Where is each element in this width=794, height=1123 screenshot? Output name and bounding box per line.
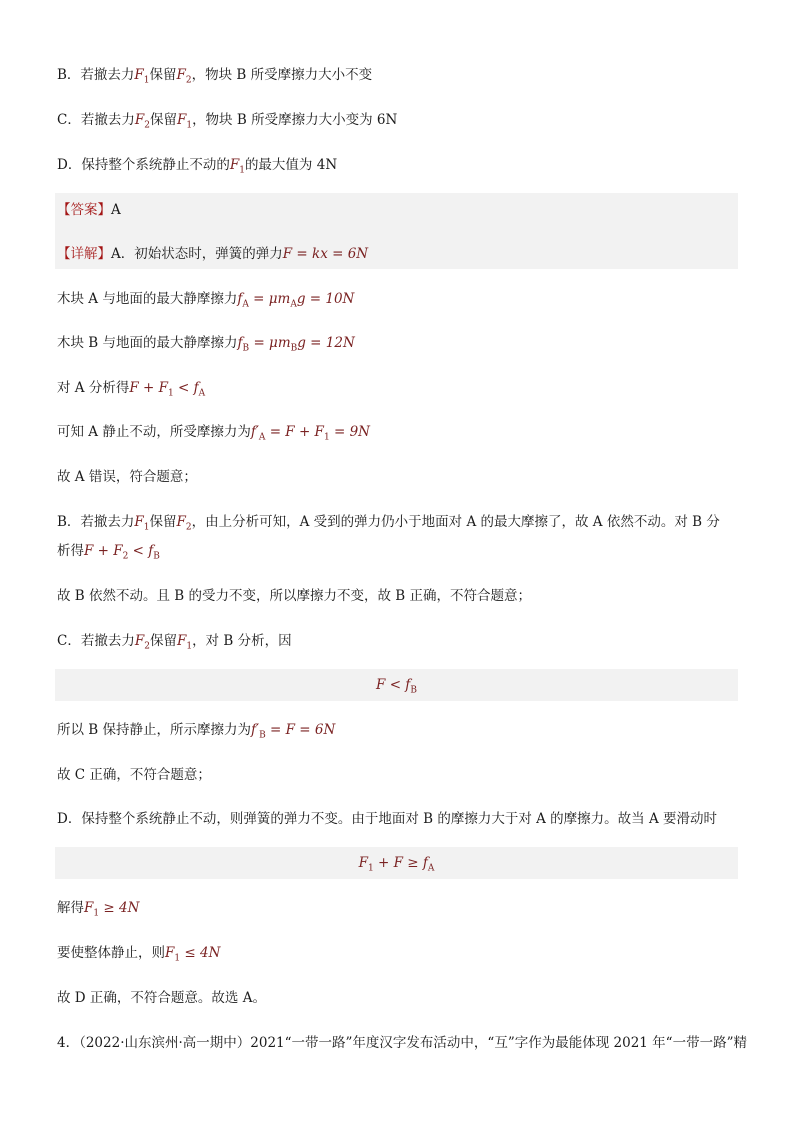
- option-b: [57, 65, 738, 91]
- eq-fb: $f_B = \mu m_Bg = 12N$: [237, 335, 355, 354]
- math-f2: $F_2$: [134, 633, 150, 652]
- math-f2: $F_2$: [134, 112, 150, 131]
- line-solve-1: [57, 898, 738, 924]
- line-c-text-3: ，对 B 分析，因: [192, 633, 292, 649]
- line-d-correct-text: 故 D 正确，不符合题意。故选 A。: [57, 990, 266, 1006]
- line-d-detail: [57, 809, 738, 829]
- line-fa-text: 木块 A 与地面的最大静摩擦力: [57, 291, 238, 307]
- option-b-text-2: 保留: [149, 67, 177, 83]
- math-f1: $F_1$: [176, 633, 193, 652]
- answer-value: A: [111, 202, 121, 218]
- line-c-text-1: C．若撤去力: [57, 633, 135, 649]
- math-f2: $F_2$: [176, 514, 192, 533]
- detail-text: A．初始状态时，弹簧的弹力: [111, 246, 283, 262]
- eq-fa: $f_A = \mu m_Ag = 10N$: [237, 291, 355, 310]
- line-a-static-text: 可知 A 静止不动，所受摩擦力为: [57, 424, 251, 440]
- option-b-text: B．若撤去力: [57, 67, 135, 83]
- math-f1: $F_1$: [229, 157, 245, 176]
- option-c-text-2: 保留: [149, 112, 177, 128]
- eq-fb-prime: $f'_B = F = 6N$: [251, 722, 336, 741]
- line-a-analysis: [57, 378, 738, 404]
- eq-f1-plus-f: $F_1 + F \ge f_A$: [358, 855, 435, 874]
- line-d-correct: [57, 988, 738, 1008]
- option-c: [57, 110, 738, 136]
- line-solve-1-text: 解得: [57, 900, 84, 916]
- line-c-static: [57, 720, 738, 746]
- detail-tag: 【详解】: [57, 246, 111, 262]
- math-f1: $F_1$: [134, 514, 150, 533]
- eq-spring: F = kx = 6N: [282, 246, 369, 262]
- math-f1: $F_1$: [176, 112, 193, 131]
- line-b-text-2: 保留: [149, 514, 177, 530]
- line-b-ineq-text: 析得: [57, 543, 84, 559]
- line-c-correct: [57, 765, 738, 785]
- line-b-correct: [57, 586, 738, 606]
- line-b-correct-text: 故 B 依然不动。且 B 的受力不变，所以摩擦力不变，故 B 正确，不符合题意；: [57, 588, 532, 604]
- line-c-detail: [57, 631, 738, 657]
- line-solve-2: [57, 943, 738, 969]
- eq-f-lt-fb: $F < f_B$: [376, 677, 417, 696]
- detail-line: [57, 244, 738, 264]
- line-fa: [57, 289, 738, 315]
- line-c-text-2: 保留: [149, 633, 177, 649]
- math-f2: $F_2$: [176, 67, 192, 86]
- option-c-text: C．若撤去力: [57, 112, 135, 128]
- option-d: [57, 155, 738, 181]
- eq-fa-prime: $f'_A = F + F_1 = 9N$: [250, 424, 370, 443]
- line-a-wrong-text: 故 A 错误，符合题意；: [57, 469, 197, 485]
- line-fb-text: 木块 B 与地面的最大静摩擦力: [57, 335, 238, 351]
- answer-tag: 【答案】: [57, 202, 111, 218]
- line-solve-2-text: 要使整体静止，则: [57, 945, 165, 961]
- question-4-text: 4．（2022·山东滨州·高一期中）2021“一带一路”年度汉字发布活动中，“互”字作为最能体现 2021 年“一带一路”精: [57, 1035, 747, 1051]
- line-a-static: [57, 422, 738, 448]
- eq-center-2: [55, 853, 738, 879]
- option-d-text: D．保持整个系统静止不动的: [57, 157, 230, 173]
- line-d-text: D．保持整个系统静止不动，则弹簧的弹力不变。由于地面对 B 的摩擦力大于对 A 的摩擦力。故当 A 要滑动时: [57, 811, 717, 827]
- option-b-text-3: ，物块 B 所受摩擦力大小不变: [191, 67, 373, 83]
- line-b-ineq: [57, 541, 738, 567]
- eq-sol-2: $F_1 \le 4N$: [165, 945, 221, 964]
- line-a-wrong: [57, 467, 738, 487]
- question-4: [57, 1033, 747, 1053]
- line-b-text-1: B．若撤去力: [57, 514, 135, 530]
- eq-b-ineq: $F + F_2 < f_B$: [84, 543, 160, 562]
- option-d-text-2: 的最大值为 4N: [244, 157, 338, 173]
- line-b-text-3: ，由上分析可知，A 受到的弹力仍小于地面对 A 的最大摩擦了，故 A 依然不动。对 B 分: [191, 514, 720, 530]
- line-fb: [57, 333, 738, 359]
- line-c-correct-text: 故 C 正确，不符合题意；: [57, 767, 211, 783]
- option-c-text-3: ，物块 B 所受摩擦力大小变为 6N: [192, 112, 398, 128]
- line-b-detail: [57, 512, 738, 538]
- line-c-static-text: 所以 B 保持静止，所示摩擦力为: [57, 722, 252, 738]
- math-f1: $F_1$: [134, 67, 150, 86]
- eq-center-1: [55, 675, 738, 701]
- eq-sol-1: $F_1 \ge 4N$: [84, 900, 140, 919]
- eq-a-ineq: $F + F_1 < f_A$: [129, 380, 206, 399]
- line-a-text: 对 A 分析得: [57, 380, 130, 396]
- answer-line: [57, 200, 738, 220]
